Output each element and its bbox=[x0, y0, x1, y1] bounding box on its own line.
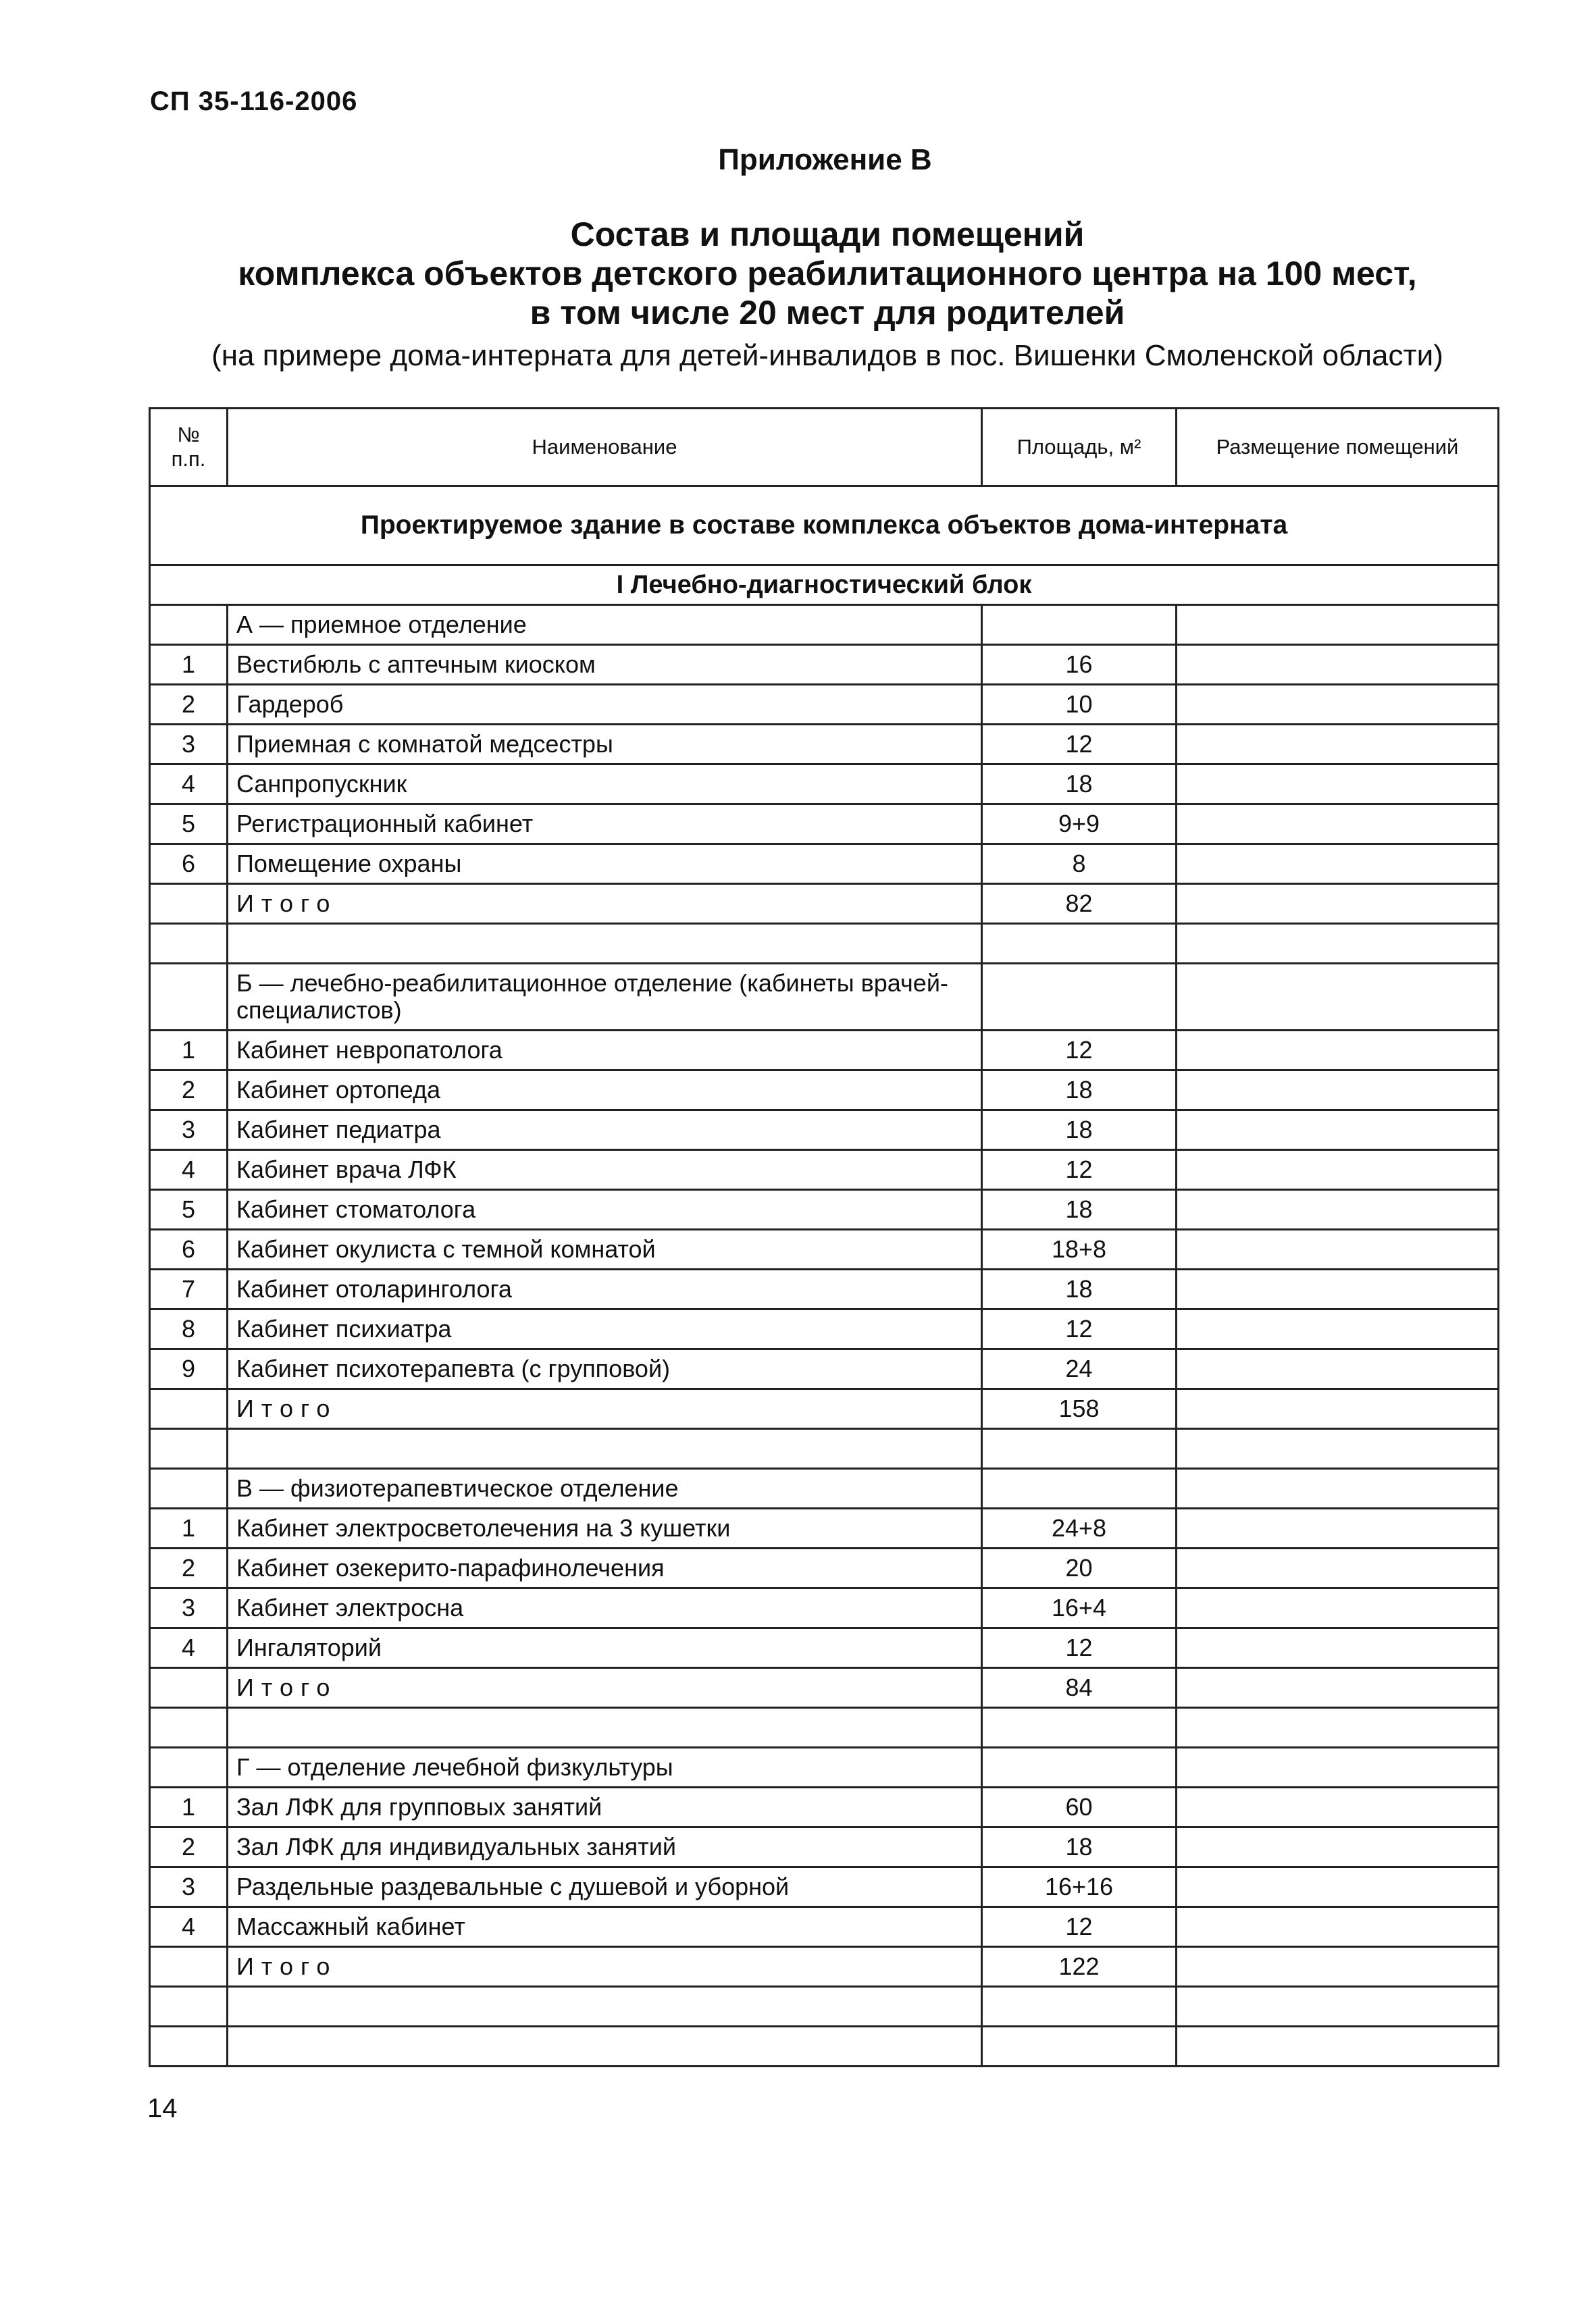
num-cell bbox=[150, 1748, 228, 1788]
title-line: в том числе 20 мест для родителей bbox=[530, 294, 1125, 332]
table-row bbox=[150, 1867, 1499, 1907]
room-area: 20 bbox=[982, 1549, 1177, 1588]
row-number: 1 bbox=[150, 1509, 228, 1549]
column-header-placement: Размещение помещений bbox=[1177, 409, 1499, 486]
room-area: 12 bbox=[982, 1031, 1177, 1070]
empty-row bbox=[150, 924, 1499, 964]
empty-cell bbox=[228, 1708, 982, 1748]
total-label: Итого bbox=[228, 1947, 982, 1987]
table-row bbox=[150, 1190, 1499, 1230]
room-area: 18 bbox=[982, 1190, 1177, 1230]
table-row bbox=[150, 1628, 1499, 1668]
table-body bbox=[150, 486, 1499, 2067]
room-area: 12 bbox=[982, 1150, 1177, 1190]
total-row bbox=[150, 1668, 1499, 1708]
column-header-name: Наименование bbox=[228, 409, 982, 486]
room-area: 12 bbox=[982, 1907, 1177, 1947]
room-area: 18 bbox=[982, 1110, 1177, 1150]
table-row bbox=[150, 1907, 1499, 1947]
room-name: Кабинет педиатра bbox=[228, 1110, 982, 1150]
column-header-area: Площадь, м² bbox=[982, 409, 1177, 486]
row-number: 9 bbox=[150, 1349, 228, 1389]
placement-cell bbox=[1177, 1509, 1499, 1549]
total-label: Итого bbox=[228, 884, 982, 924]
table-row bbox=[150, 764, 1499, 804]
table-row bbox=[150, 1230, 1499, 1270]
placement-cell bbox=[1177, 605, 1499, 645]
document-title bbox=[155, 215, 1499, 332]
room-name: Кабинет врача ЛФК bbox=[228, 1150, 982, 1190]
num-cell bbox=[150, 2027, 228, 2067]
row-number: 7 bbox=[150, 1270, 228, 1309]
room-name: Кабинет окулиста с темной комнатой bbox=[228, 1230, 982, 1270]
total-label: Итого bbox=[228, 1389, 982, 1429]
row-number: 4 bbox=[150, 1150, 228, 1190]
placement-cell bbox=[1177, 1270, 1499, 1309]
empty-cell bbox=[228, 2027, 982, 2067]
num-cell bbox=[150, 1987, 228, 2027]
room-area: 18 bbox=[982, 1827, 1177, 1867]
num-cell bbox=[150, 1389, 228, 1429]
table-row bbox=[150, 1788, 1499, 1827]
placement-cell bbox=[1177, 685, 1499, 725]
table-row bbox=[150, 725, 1499, 764]
empty-row bbox=[150, 1708, 1499, 1748]
table-row bbox=[150, 804, 1499, 844]
placement-cell bbox=[1177, 804, 1499, 844]
column-header-num: № п.п. bbox=[150, 409, 228, 486]
table-row bbox=[150, 1110, 1499, 1150]
table-row bbox=[150, 1549, 1499, 1588]
placement-cell bbox=[1177, 1588, 1499, 1628]
total-row bbox=[150, 884, 1499, 924]
table-row bbox=[150, 645, 1499, 685]
area-cell bbox=[982, 1708, 1177, 1748]
placement-cell bbox=[1177, 1947, 1499, 1987]
room-area: 24+8 bbox=[982, 1509, 1177, 1549]
building-header: Проектируемое здание в составе комплекса объектов дома-интерната bbox=[150, 486, 1499, 565]
placement-cell bbox=[1177, 1748, 1499, 1788]
section-total: 84 bbox=[982, 1668, 1177, 1708]
room-name: Кабинет электросветолечения на 3 кушетки bbox=[228, 1509, 982, 1549]
room-name: Зал ЛФК для групповых занятий bbox=[228, 1788, 982, 1827]
section-title: Б — лечебно-реабилитационное отделение (кабинеты врачей-специалистов) bbox=[228, 964, 982, 1031]
row-number: 2 bbox=[150, 685, 228, 725]
placement-cell bbox=[1177, 844, 1499, 884]
section-title: Г — отделение лечебной физкультуры bbox=[228, 1748, 982, 1788]
row-number: 8 bbox=[150, 1309, 228, 1349]
room-name: Помещение охраны bbox=[228, 844, 982, 884]
room-area: 10 bbox=[982, 685, 1177, 725]
num-cell bbox=[150, 1469, 228, 1509]
placement-cell bbox=[1177, 1070, 1499, 1110]
table-row bbox=[150, 1588, 1499, 1628]
room-name: Кабинет невропатолога bbox=[228, 1031, 982, 1070]
row-number: 3 bbox=[150, 1110, 228, 1150]
room-name: Кабинет психотерапевта (с групповой) bbox=[228, 1349, 982, 1389]
table-row bbox=[150, 1309, 1499, 1349]
table-row bbox=[150, 1070, 1499, 1110]
table-row bbox=[150, 1031, 1499, 1070]
room-name: Массажный кабинет bbox=[228, 1907, 982, 1947]
room-area: 18 bbox=[982, 1270, 1177, 1309]
row-number: 3 bbox=[150, 1588, 228, 1628]
room-name: Приемная с комнатой медсестры bbox=[228, 725, 982, 764]
placement-cell bbox=[1177, 1827, 1499, 1867]
table-row bbox=[150, 1270, 1499, 1309]
table-row bbox=[150, 1349, 1499, 1389]
room-name: Кабинет ортопеда bbox=[228, 1070, 982, 1110]
placement-cell bbox=[1177, 1349, 1499, 1389]
empty-row bbox=[150, 1429, 1499, 1469]
row-number: 6 bbox=[150, 1230, 228, 1270]
room-name: Гардероб bbox=[228, 685, 982, 725]
page-number: 14 bbox=[147, 2094, 178, 2123]
empty-cell bbox=[228, 1429, 982, 1469]
num-cell bbox=[150, 1668, 228, 1708]
placement-cell bbox=[1177, 1907, 1499, 1947]
room-name: Кабинет стоматолога bbox=[228, 1190, 982, 1230]
row-number: 5 bbox=[150, 1190, 228, 1230]
area-cell bbox=[982, 1429, 1177, 1469]
empty-row bbox=[150, 1987, 1499, 2027]
row-number: 2 bbox=[150, 1827, 228, 1867]
section-title-row bbox=[150, 605, 1499, 645]
room-name: Кабинет психиатра bbox=[228, 1309, 982, 1349]
placement-cell bbox=[1177, 1230, 1499, 1270]
title-line: Состав и площади помещений bbox=[570, 215, 1085, 253]
room-area: 18 bbox=[982, 1070, 1177, 1110]
row-number: 2 bbox=[150, 1549, 228, 1588]
table-row bbox=[150, 685, 1499, 725]
placement-cell bbox=[1177, 1668, 1499, 1708]
placement-cell bbox=[1177, 1389, 1499, 1429]
room-area: 12 bbox=[982, 1628, 1177, 1668]
appendix-label: Приложение В bbox=[718, 143, 932, 176]
section-title-row bbox=[150, 1748, 1499, 1788]
room-area: 9+9 bbox=[982, 804, 1177, 844]
total-row bbox=[150, 1947, 1499, 1987]
room-area: 12 bbox=[982, 725, 1177, 764]
num-cell bbox=[150, 884, 228, 924]
document-subtitle: (на примере дома-интерната для детей-инвалидов в пос. Вишенки Смоленской области) bbox=[211, 339, 1443, 372]
num-cell bbox=[150, 605, 228, 645]
num-cell bbox=[150, 1947, 228, 1987]
empty-cell bbox=[228, 924, 982, 964]
room-name: Кабинет озекерито-парафинолечения bbox=[228, 1549, 982, 1588]
table-row bbox=[150, 844, 1499, 884]
section-title-row bbox=[150, 1469, 1499, 1509]
section-total: 158 bbox=[982, 1389, 1177, 1429]
total-row bbox=[150, 1389, 1499, 1429]
placement-cell bbox=[1177, 924, 1499, 964]
room-name: Зал ЛФК для индивидуальных занятий bbox=[228, 1827, 982, 1867]
room-name: Кабинет отоларинголога bbox=[228, 1270, 982, 1309]
row-number: 3 bbox=[150, 1867, 228, 1907]
placement-cell bbox=[1177, 1867, 1499, 1907]
document-code: СП 35-116-2006 bbox=[150, 86, 358, 116]
placement-cell bbox=[1177, 1469, 1499, 1509]
row-number: 6 bbox=[150, 844, 228, 884]
placement-cell bbox=[1177, 764, 1499, 804]
area-cell bbox=[982, 605, 1177, 645]
room-name: Раздельные раздевальные с душевой и уборной bbox=[228, 1867, 982, 1907]
area-cell bbox=[982, 1987, 1177, 2027]
placement-cell bbox=[1177, 645, 1499, 685]
block-header: I Лечебно-диагностический блок bbox=[150, 565, 1499, 605]
room-name: Санпропускник bbox=[228, 764, 982, 804]
room-name: Кабинет электросна bbox=[228, 1588, 982, 1628]
room-area: 18+8 bbox=[982, 1230, 1177, 1270]
rooms-table bbox=[149, 407, 1499, 2067]
placement-cell bbox=[1177, 1987, 1499, 2027]
placement-cell bbox=[1177, 1708, 1499, 1748]
placement-cell bbox=[1177, 1429, 1499, 1469]
placement-cell bbox=[1177, 1031, 1499, 1070]
placement-cell bbox=[1177, 1309, 1499, 1349]
placement-cell bbox=[1177, 1628, 1499, 1668]
area-cell bbox=[982, 1469, 1177, 1509]
row-number: 2 bbox=[150, 1070, 228, 1110]
placement-cell bbox=[1177, 1110, 1499, 1150]
room-name: Вестибюль с аптечным киоском bbox=[228, 645, 982, 685]
room-area: 16 bbox=[982, 645, 1177, 685]
empty-row bbox=[150, 2027, 1499, 2067]
room-name: Ингаляторий bbox=[228, 1628, 982, 1668]
num-cell bbox=[150, 924, 228, 964]
room-area: 18 bbox=[982, 764, 1177, 804]
table-row bbox=[150, 1827, 1499, 1867]
table-row bbox=[150, 1150, 1499, 1190]
table-row bbox=[150, 1509, 1499, 1549]
placement-cell bbox=[1177, 725, 1499, 764]
section-title: А — приемное отделение bbox=[228, 605, 982, 645]
row-number: 1 bbox=[150, 1788, 228, 1827]
placement-cell bbox=[1177, 884, 1499, 924]
row-number: 3 bbox=[150, 725, 228, 764]
num-cell bbox=[150, 964, 228, 1031]
placement-cell bbox=[1177, 2027, 1499, 2067]
area-cell bbox=[982, 1748, 1177, 1788]
section-total: 122 bbox=[982, 1947, 1177, 1987]
room-area: 16+16 bbox=[982, 1867, 1177, 1907]
row-number: 1 bbox=[150, 1031, 228, 1070]
row-number: 4 bbox=[150, 1628, 228, 1668]
empty-cell bbox=[228, 1987, 982, 2027]
area-cell bbox=[982, 2027, 1177, 2067]
num-cell bbox=[150, 1708, 228, 1748]
area-cell bbox=[982, 964, 1177, 1031]
row-number: 1 bbox=[150, 645, 228, 685]
room-area: 12 bbox=[982, 1309, 1177, 1349]
section-title: В — физиотерапевтическое отделение bbox=[228, 1469, 982, 1509]
room-area: 24 bbox=[982, 1349, 1177, 1389]
placement-cell bbox=[1177, 1190, 1499, 1230]
placement-cell bbox=[1177, 1549, 1499, 1588]
room-area: 60 bbox=[982, 1788, 1177, 1827]
area-cell bbox=[982, 924, 1177, 964]
placement-cell bbox=[1177, 1150, 1499, 1190]
placement-cell bbox=[1177, 964, 1499, 1031]
section-total: 82 bbox=[982, 884, 1177, 924]
room-area: 8 bbox=[982, 844, 1177, 884]
placement-cell bbox=[1177, 1788, 1499, 1827]
row-number: 4 bbox=[150, 1907, 228, 1947]
total-label: Итого bbox=[228, 1668, 982, 1708]
row-number: 5 bbox=[150, 804, 228, 844]
num-cell bbox=[150, 1429, 228, 1469]
room-area: 16+4 bbox=[982, 1588, 1177, 1628]
section-title-row bbox=[150, 964, 1499, 1031]
title-line: комплекса объектов детского реабилитационного центра на 100 мест, bbox=[238, 255, 1417, 292]
room-name: Регистрационный кабинет bbox=[228, 804, 982, 844]
row-number: 4 bbox=[150, 764, 228, 804]
